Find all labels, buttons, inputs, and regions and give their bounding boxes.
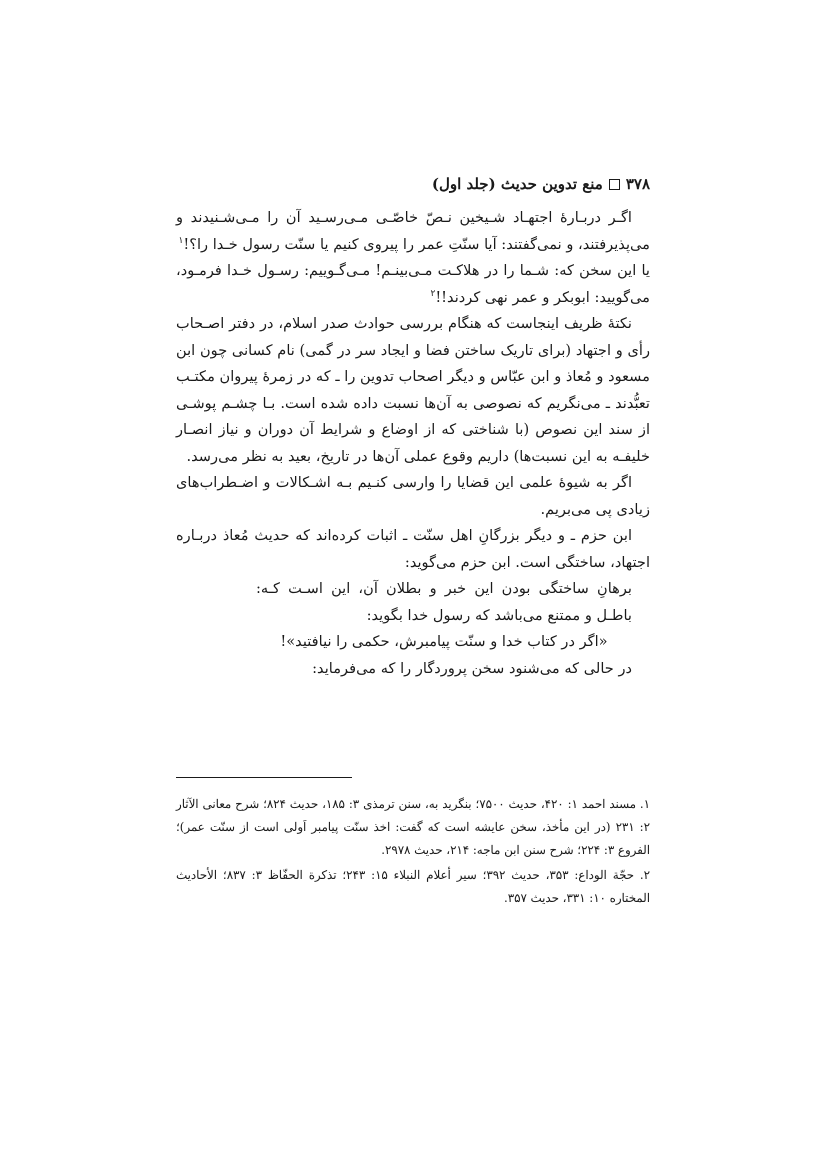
running-title: منع تدوین حدیث (جلد اول) (431, 175, 603, 193)
paragraph: ابن حزم ـ و دیگر بزرگانِ اهل سنّت ـ اثبات کرده‌اند که حدیث مُعاذ دربـاره اجتهاد، ساختگی است. ابن حزم می‌گوید: (176, 527, 650, 571)
footnote: ۱. مسند احمد ۱: ۴۲۰، حدیث ۷۵۰۰؛ بنگرید به، سنن ترمذی ۳: ۱۸۵، حدیث ۸۲۴؛ شرح معانی الآثار ۲: ۲۳۱ (در این مأخذ، سخن عایشه است که گفت: اخذ سنّت پیامبر اَولی است از سنّت عمر)؛ الفروع ۳: ۲۲۴؛ شرح سنن ابن ماجه: ۲۱۴، حدیث ۲۹۷۸. (176, 797, 651, 857)
running-header (176, 172, 650, 196)
block-quote (256, 576, 632, 682)
footnotes (176, 793, 650, 912)
main-text (176, 205, 650, 682)
quote-line: در حالی که می‌شنود سخن پروردگار را که می‌فرماید: (312, 659, 632, 677)
page-number: ۳۷۸ (625, 175, 650, 193)
quote-line: «اگر در کتاب خدا و سنّت پیامبرش، حکمی را نیافتید»! (280, 633, 608, 650)
quote-line: برهانِ ساختگی بودن این خبر و بطلان آن، این اسـت کـه: باطـل و ممتنع می‌باشد که رسول خدا بگوید: (256, 580, 632, 624)
footnote: ۲. حجّة الوداع: ۳۵۳، حدیث ۳۹۲؛ سیر أعلام النبلاء ۱۵: ۲۴۳؛ تذکرة الحفّاظ ۳: ۸۳۷؛ الأحادیث المختاره ۱۰: ۳۳۱، حدیث ۳۵۷. (176, 868, 650, 905)
book-page (176, 0, 650, 1169)
paragraph: اگر به شیوهٔ علمی این قضایا را وارسی کنـیم بـه اشـکالات و اضـطراب‌های زیادی پی می‌بریم. (176, 474, 650, 518)
paragraph: اگـر دربـارهٔ اجتهـاد شـیخین نـصّ خاصّـی مـی‌رسـید آن را مـی‌شـنیدند و می‌پذیرفتند، و نمی‌گفتند: آیا سنّتِ عمر را پیروی کنیم یا سنّت رسول خـدا را؟!$^۱$ (176, 209, 650, 253)
paragraph: نکتهٔ ظریف اینجاست که هنگام بررسی حوادث صدر اسلام، در دفتر اصـحاب رأی و اجتهاد (برای تاریک ساختن فضا و ایجاد سر در گمی) نام کسانی چون ابن مسعود و مُعاذ و ابن عبّاس و دیگر اصحاب تدوین را ـ که در زمرهٔ پیروان مکتـب تعبُّدند ـ می‌نگریم که نصوصی به آن‌ها نسبت داده شده است. بـا چشـم پوشـی از سند این نصوص (با شناختی که از اوضاع و شرایط آن دوران و نیاز انصـار خلیفـه به این نسبت‌ها) داریم وقوع عملی آن‌ها در تاریخ، بعید به نظر می‌رسد. (176, 315, 650, 465)
footnote-ref[interactable]: ۲ (430, 288, 436, 299)
paragraph: یا این سخن که: شـما را در هلاکـت مـی‌بینـم! مـی‌گـوییم: رسـول خـدا فرمـود، می‌گویید: ابوبکر و عمر نهی کردند!!$^۲$ (176, 262, 650, 306)
footnote-divider (176, 777, 352, 778)
footnote-ref[interactable]: ۱ (178, 235, 184, 246)
square-box-icon (609, 179, 620, 190)
